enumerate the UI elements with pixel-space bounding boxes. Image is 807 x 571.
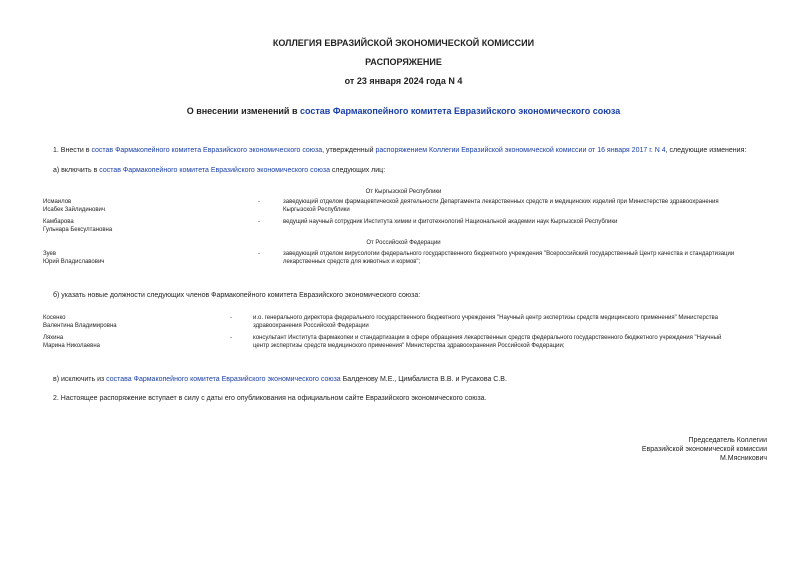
para-v-text-2: Балденову М.Е., Цимбалиста В.В. и Русакова С.В. (340, 376, 507, 383)
member-name: Исмаилов Исабек Зайлидинович (43, 199, 105, 213)
member-position: консультант Института фармакопеи и стандартизации в сфере обращения лекарственных средств федерального государственного бюджетного учреждения "Научный центр экспертизы средств медицинского применения" Министерства здравоохранения Российской Федерации; (253, 335, 722, 349)
org-heading: КОЛЛЕГИЯ ЕВРАЗИЙСКОЙ ЭКОНОМИЧЕСКОЙ КОМИССИИ (272, 38, 535, 48)
member-name: Косенко Валентина Владимировна (43, 315, 117, 329)
para1-text-1: 1. Внести в (53, 147, 92, 154)
para-a-text-2: следующих лиц: (329, 167, 386, 174)
para1-text-3: , следующие изменения: (665, 147, 747, 154)
table-row (43, 218, 773, 236)
member-position: заведующий отделом фармацевтической деятельности Департамента лекарственных средств и медицинских изделий при Министерстве здравоохранения Кыргызской Республики (283, 199, 719, 213)
doc-type: РАСПОРЯЖЕНИЕ (365, 57, 442, 67)
dash: - (230, 335, 232, 341)
dash: - (230, 315, 232, 321)
para-a-link[interactable]: состав Фармакопейного комитета Евразийского экономического союза (99, 167, 330, 174)
dash: - (258, 251, 260, 257)
signature-name: М.Мясникович (720, 455, 767, 462)
paragraph-v (53, 375, 507, 384)
para-v-text-1: в) исключить из (53, 376, 107, 383)
signature-title: Председатель Коллегии (688, 437, 767, 444)
doc-title (0, 106, 807, 116)
doc-date: от 23 января 2024 года N 4 (344, 76, 463, 86)
table-row (43, 334, 773, 352)
dash: - (258, 199, 260, 205)
para-v-link[interactable]: состава Фармакопейного комитета Евразийского экономического союза (106, 376, 341, 383)
dash: - (258, 219, 260, 225)
paragraph-1 (53, 146, 746, 155)
signature-org: Евразийской экономической комиссии (641, 446, 767, 453)
paragraph-a (53, 166, 385, 175)
member-position: заведующий отделом вирусологии федерального государственного бюджетного учреждения "Всероссийский государственный Центр качества и стандартизации лекарственных средств для животных и кормов"; (283, 251, 735, 265)
title-prefix: О внесении изменений в (186, 106, 300, 116)
member-position: и.о. генерального директора федерального государственного бюджетного учреждения "Научный центр экспертизы средств медицинского применения" Министерства здравоохранения Российской Федерации (253, 315, 718, 329)
ru-heading: От Российской Федерации (366, 240, 441, 246)
para1-link-composition[interactable]: состав Фармакопейного комитета Евразийского экономического союза (91, 147, 323, 154)
para1-text-2: , утвержденный (322, 147, 376, 154)
table-row (43, 314, 773, 332)
table-row (43, 250, 773, 268)
kg-heading: От Кыргызской Республики (365, 189, 442, 195)
signature-block (642, 436, 767, 463)
member-name: Зуев Юрий Владиславович (43, 251, 105, 265)
paragraph-b: б) указать новые должности следующих членов Фармакопейного комитета Евразийского экономического союза: (53, 292, 421, 299)
member-name: Ляхина Марина Николаевна (43, 335, 101, 349)
member-name: Камбарова Гульнара Бексултановна (43, 219, 113, 233)
table-row (43, 198, 773, 216)
para-a-text-1: а) включить в (53, 167, 100, 174)
paragraph-2: 2. Настоящее распоряжение вступает в силу с даты его опубликования на официальном сайте Евразийского экономического союза. (53, 395, 487, 402)
member-position: ведущий научный сотрудник Института химии и фитотехнологий Национальной академии наук Кыргызской Республики (283, 219, 618, 225)
para1-link-order[interactable]: распоряжением Коллегии Евразийской экономической комиссии от 16 января 2017 г. N 4 (375, 147, 666, 154)
title-link[interactable]: состав Фармакопейного комитета Евразийского экономического союза (300, 106, 621, 116)
